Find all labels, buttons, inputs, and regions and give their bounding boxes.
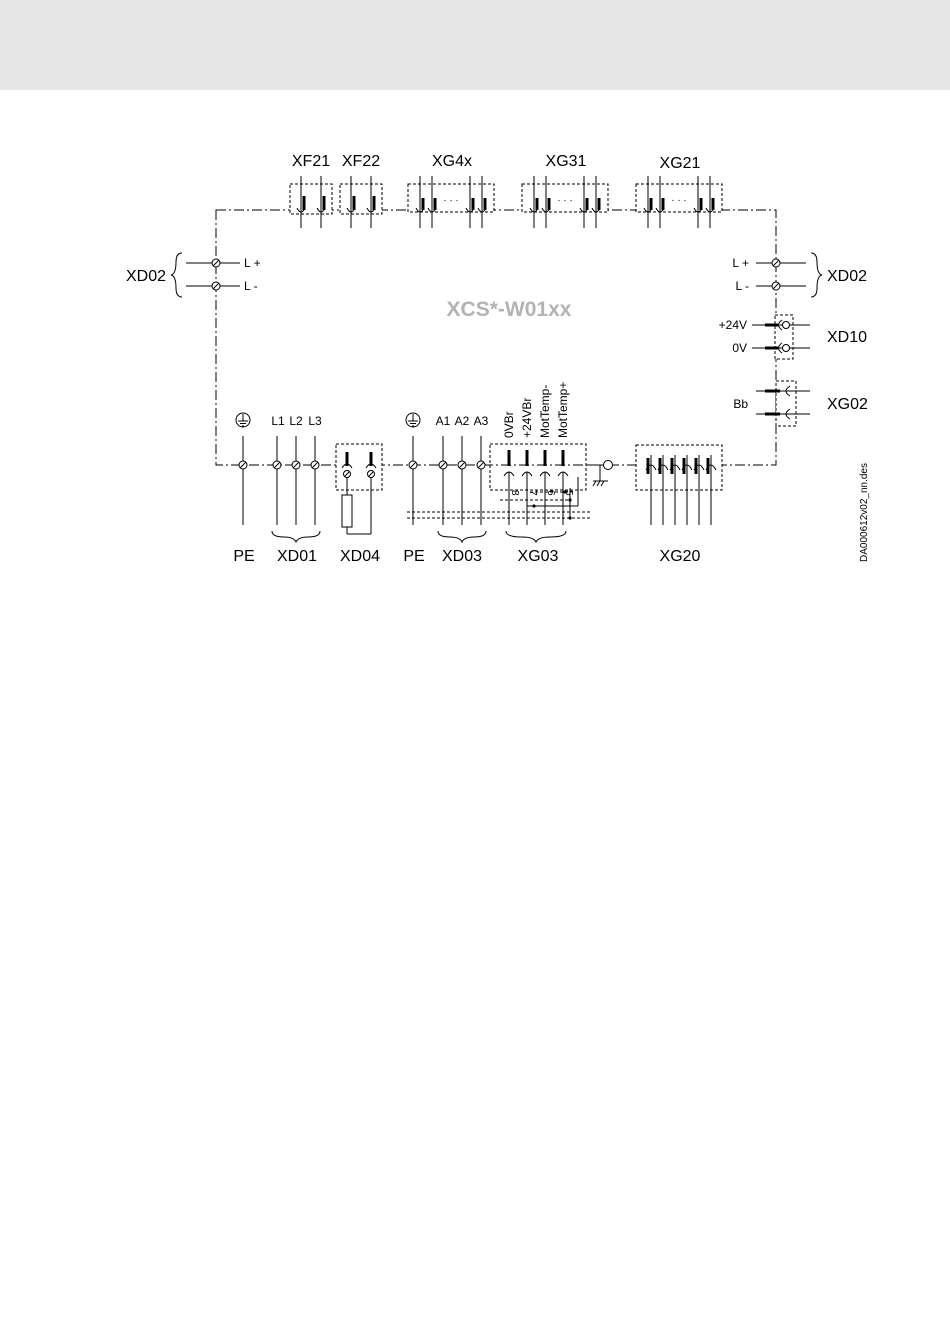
label-xg20: XG20 xyxy=(659,548,701,565)
label-xg03: XG03 xyxy=(517,548,559,565)
pin-l2: L2 xyxy=(289,414,303,428)
sig-0vbr: 0VBr xyxy=(502,411,516,438)
connector-xf21 xyxy=(290,176,332,228)
pin-left-lminus: L - xyxy=(244,279,258,293)
sig-mottemp-minus: MotTemp- xyxy=(538,384,552,438)
pin-a2: A2 xyxy=(454,414,470,428)
connector-xd02-right xyxy=(756,253,822,297)
label-xf22: XF22 xyxy=(341,153,381,170)
label-xf21: XF21 xyxy=(291,153,331,170)
ellipsis-xg21: · · · xyxy=(671,195,687,206)
sig-mottemp-plus: MotTemp+ xyxy=(556,381,570,438)
pin-0v: 0V xyxy=(732,341,747,355)
label-xg31: XG31 xyxy=(545,153,587,170)
label-pe-1: PE xyxy=(233,548,255,565)
ellipsis-xg31: · · · xyxy=(557,195,573,206)
pin-24v: +24V xyxy=(718,318,747,332)
pin-right-lplus: L + xyxy=(732,256,749,270)
pin-right-lminus: L - xyxy=(735,279,749,293)
connector-xd04 xyxy=(336,444,382,534)
pin-6: 6 xyxy=(545,490,556,496)
label-xg02: XG02 xyxy=(827,396,868,413)
pin-8: 8 xyxy=(509,490,520,496)
connector-xd10 xyxy=(752,315,810,359)
connector-xg03 xyxy=(407,444,613,525)
pin-a3: A3 xyxy=(473,414,489,428)
label-xd01: XD01 xyxy=(276,548,318,565)
connector-xd01 xyxy=(272,436,320,542)
device-title: XCS*-W01xx xyxy=(446,298,572,321)
connector-xf22 xyxy=(340,176,382,228)
pin-a1: A1 xyxy=(435,414,451,428)
label-pe-2: PE xyxy=(403,548,425,565)
label-xd02-right: XD02 xyxy=(827,268,868,285)
label-xd04: XD04 xyxy=(339,548,381,565)
label-xg4x: XG4x xyxy=(431,153,473,170)
connector-xd03 xyxy=(438,436,486,542)
pin-7: 7 xyxy=(527,490,538,496)
connector-xg20 xyxy=(636,445,722,525)
ground-pe-1 xyxy=(236,413,250,525)
pin-bb: Bb xyxy=(733,397,748,411)
label-xg21: XG21 xyxy=(659,155,701,172)
ellipsis-xg4x: · · · xyxy=(443,195,459,206)
sig-24vbr: +24VBr xyxy=(520,397,534,438)
label-xd02-left: XD02 xyxy=(126,268,167,285)
pin-left-lplus: L + xyxy=(244,256,261,270)
drawing-id: DA000612v02_nn.des xyxy=(859,463,870,562)
brace-xg03 xyxy=(506,531,566,542)
connector-xg02 xyxy=(756,381,810,426)
pin-l1: L1 xyxy=(271,414,285,428)
label-xd03: XD03 xyxy=(441,548,483,565)
pin-l3: L3 xyxy=(308,414,322,428)
label-xd10: XD10 xyxy=(827,329,868,346)
ground-pe-2 xyxy=(406,413,420,525)
pin-5: 5 xyxy=(563,490,574,496)
connector-xd02-left xyxy=(171,253,240,297)
